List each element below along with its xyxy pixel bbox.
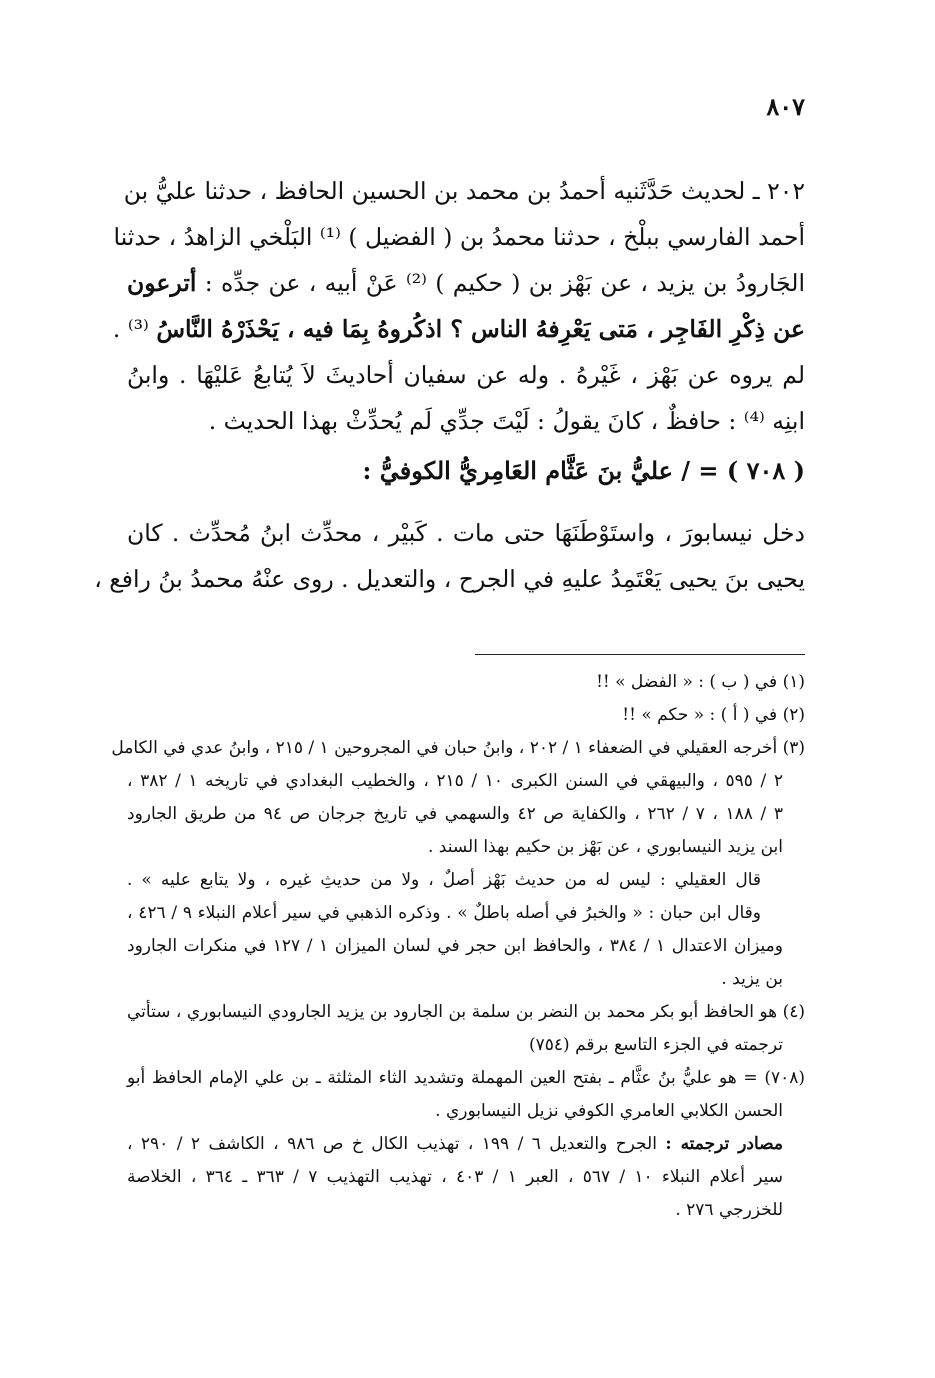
main-line-7: دخل نيسابورَ ، واستَوْطَنَهَا حتى مات . كَبيْر ، محدِّث ابنُ مُحدِّث . كان [127, 519, 805, 547]
footnote-3-quote-2-line-1: وقال ابن حبان : « والخبرُ في أصله باطلٌ » . وذكره الذهبي في سير أعلام النبلاء ٩ / ٤٢٦ ، [127, 903, 762, 923]
hadith-text-bold: عن ذِكْرِ الفَاجِر ، مَتى يَعْرِفهُ الناس ؟ اذكُروهُ بِمَا فيه ، يَحْذَرْهُ النَّاسُ [156, 315, 805, 343]
footnote-3-quote-1: قال العقيلي : ليس له من حديث بَهْز أصلٌ ، ولا من حديثِ غيره ، ولا يتابع عليه » . [127, 870, 761, 890]
footnote-3-line-3: ٣ / ١٨٨ ، ٧ / ٢٦٢ ، والكفاية ص ٤٢ والسهمي في تاريخ جرجان ص ٩٤ من طريق الجارود [127, 804, 784, 824]
sources-line-2: سير أعلام النبلاء ١٠ / ٥٦٧ ، العبر ١ / ٤٠٣ ، تهذيب التهذيب ٧ / ٣٦٣ ـ ٣٦٤ ، الخلاصة [127, 1167, 784, 1187]
main-line-6: ابنِه ⁽⁴⁾ : حافظٌ ، كانَ يقولُ : لَيْتَ جدِّي لَم يُحدِّثْ بهذا الحديث . [208, 407, 805, 435]
footnote-4-line-1: (٤) هو الحافظ أبو بكر محمد بن النضر بن سلمة بن الجارود بن يزيد الجارودي النيسابوري ، ستأتي [127, 1002, 805, 1022]
main-text [94, 168, 805, 602]
footnote-2: (٢) في ( أ ) : « حكم » !! [622, 705, 805, 725]
sources-label: مصادر ترجمته : [665, 1134, 783, 1154]
sources-line-1-text: الجرح والتعديل ٦ / ١٩٩ ، تهذيب الكال خ ص ٩٨٦ ، الكاشف ٢ / ٢٩٠ ، [127, 1134, 657, 1154]
main-line-4 [112, 306, 805, 352]
footnotes [111, 666, 805, 1227]
main-line-5: لم يروه عن بَهْز ، غَيْرهُ . وله عن سفيان أحاديثَ لاَ يُتابعُ عَليْهَا . وابنُ [127, 361, 805, 389]
footnote-3-quote-2-line-2: وميزان الاعتدال ١ / ٣٨٤ ، والحافظ ابن حجر في لسان الميزان ١ / ١٢٧ في منكرات الجارود [127, 936, 783, 956]
footnote-separator [475, 654, 805, 655]
main-line-8: يحيى بنَ يحيى يَعْتَمِدُ عليهِ في الجرح ، والتعديل . روى عنْهُ محمدُ بنُ رافع ، [94, 565, 805, 593]
footnote-708-line-2: الحسن الكلابي العامري الكوفي نزيل النيسابوري . [435, 1101, 783, 1121]
footnote-3-quote-2-line-3: بن يزيد . [721, 969, 783, 989]
page-number: ٨٠٧ [766, 92, 805, 121]
sources-line-3: للخزرجي ٢٧٦ . [675, 1200, 783, 1220]
footnote-3-line-2: ٢ / ٥٩٥ ، والبيهقي في السنن الكبرى ١٠ / ٢١٥ ، والخطيب البغدادي في تاريخه ١ / ٣٨٢ ، [127, 771, 783, 791]
footnote-3-line-4: ابن يزيد النيسابوري ، عن بَهْز بن حكيم بهذا السند . [427, 837, 783, 857]
footnote-708-line-1: (٧٠٨) = هو عليُّ بنُ عثَّام ـ بفتح العين المهملة وتشديد الثاء المثلثة ـ بن علي الإمام الحافظ أبو [127, 1068, 805, 1088]
entry-heading: ( ٧٠٨ ) = / عليُّ بنَ عَثَّام العَامِريُّ الكوفيُّ : [362, 456, 805, 485]
sources-line-1 [127, 1128, 805, 1161]
main-line-1: ٢٠٢ ـ لحديث حَدَّثَنيه أحمدُ بن محمد بن الحسين الحافظ ، حدثنا عليُّ بن [123, 177, 805, 205]
main-line-3 [127, 260, 805, 306]
main-line-3-bold: أترعون [127, 269, 197, 297]
main-line-4-rest: ⁽³⁾ . [112, 315, 149, 343]
footnote-1: (١) في ( ب ) : « الفضل » !! [596, 672, 805, 692]
main-line-3-text: الجَارودُ بن يزيد ، عن بَهْز بن ( حكيم ) ⁽²⁾ عَنْ أبيه ، عن جدِّه : [204, 269, 805, 297]
main-line-2: أحمد الفارسي ببلْخ ، حدثنا محمدُ بن ( الفضيل ) ⁽¹⁾ البَلْخي الزاهدُ ، حدثنا [113, 223, 805, 251]
footnote-3-line-1: (٣) أخرجه العقيلي في الضعفاء ١ / ٢٠٢ ، وابنُ حبان في المجروحين ١ / ٢١٥ ، وابنُ عدي في الكامل [111, 738, 805, 758]
footnote-4-line-2: ترجمته في الجزء التاسع برقم (٧٥٤) [529, 1035, 783, 1055]
